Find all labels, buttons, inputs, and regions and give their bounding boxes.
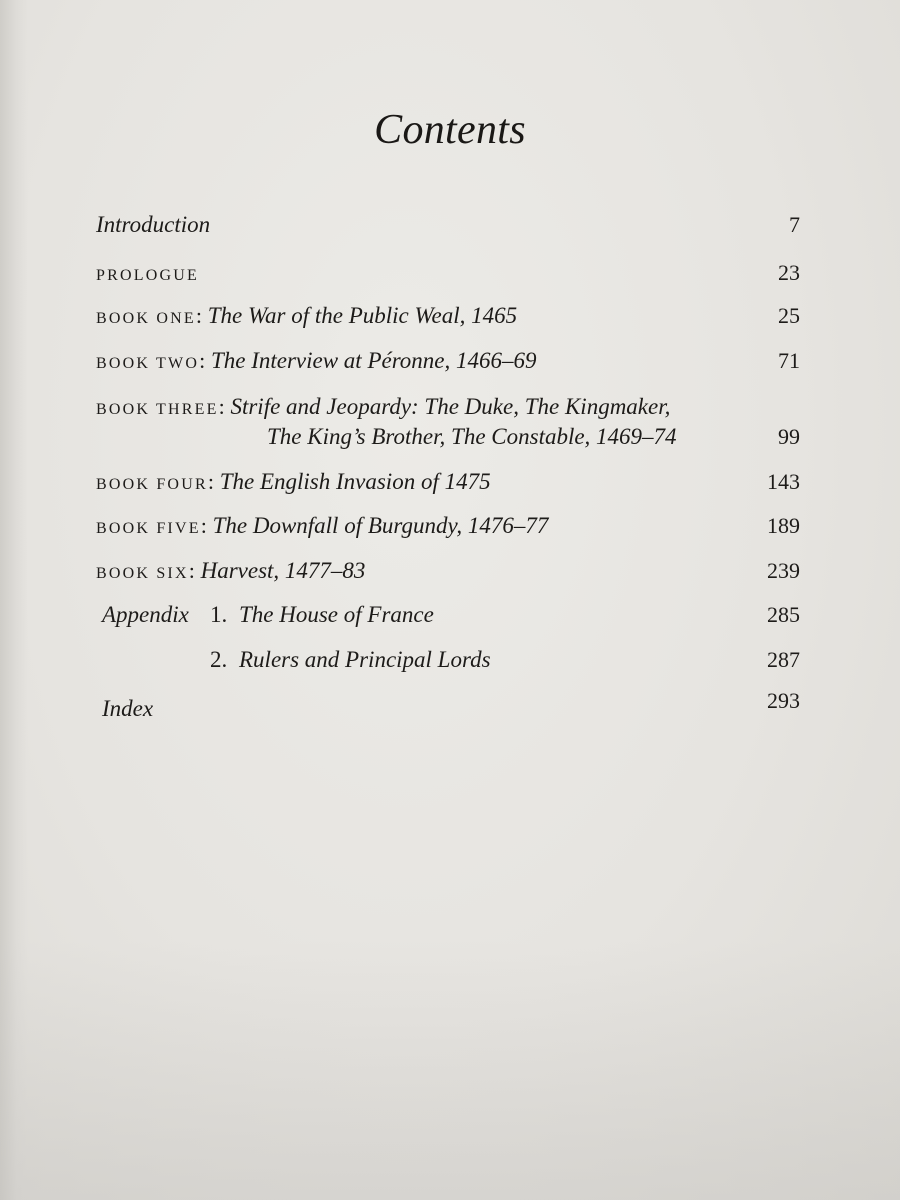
toc-entry-label: BOOK ONE	[96, 310, 196, 327]
toc-page-number: 71	[778, 348, 800, 373]
toc-entry-book-five	[96, 513, 800, 539]
toc-separator: :	[199, 348, 206, 373]
toc-separator: :	[195, 303, 202, 328]
toc-entry-title: The Downfall of Burgundy, 1476–77	[212, 513, 549, 538]
toc-entry-label: BOOK SIX	[96, 565, 189, 582]
toc-entry-index	[102, 688, 800, 722]
toc-entry-label: PROLOGUE	[96, 267, 199, 284]
toc-entry-book-six	[96, 558, 800, 584]
toc-page-number: 23	[778, 260, 800, 285]
toc-separator: :	[207, 469, 214, 494]
toc-entry-book-two	[96, 348, 800, 374]
toc-entry-title: Strife and Jeopardy: The Duke, The Kingmaker,	[230, 394, 671, 419]
toc-separator: :	[218, 394, 225, 419]
toc-page-number: 287	[767, 647, 800, 672]
toc-entry-book-four	[96, 469, 800, 495]
toc-entry-title: The English Invasion of 1475	[219, 469, 491, 494]
toc-page-number: 285	[767, 602, 800, 627]
toc-page-number: 7	[789, 212, 800, 237]
toc-page-number: 189	[767, 513, 800, 538]
toc-entry-title: The War of the Public Weal, 1465	[207, 303, 518, 328]
toc-entry-label: BOOK FIVE	[96, 520, 201, 537]
toc-entry-label: Appendix	[102, 602, 189, 627]
toc-entry-book-one	[96, 303, 800, 329]
toc-appendix-number: 2.	[210, 647, 228, 672]
toc-entry-title: Harvest, 1477–83	[200, 558, 366, 583]
toc-entry-label: Introduction	[96, 212, 211, 237]
toc-entry-title-continued: The King’s Brother, The Constable, 1469–74	[267, 424, 677, 449]
toc-entry-book-three	[96, 394, 800, 464]
toc-entry-prologue	[96, 260, 800, 286]
toc-entry-label: BOOK TWO	[96, 355, 200, 372]
toc-entry-title: The House of France	[239, 602, 434, 627]
toc-page-number: 239	[767, 558, 800, 583]
toc-entry-title: Rulers and Principal Lords	[239, 647, 491, 672]
toc-separator: :	[200, 513, 207, 538]
toc-page-number: 25	[778, 303, 800, 328]
toc-page-number: 99	[778, 424, 800, 449]
page-title: Contents	[374, 107, 526, 153]
toc-entry-label: BOOK THREE	[96, 401, 219, 418]
toc-entry-label: Index	[102, 696, 154, 721]
toc-page-number: 293	[767, 688, 800, 713]
toc-separator: :	[188, 558, 195, 583]
toc-page-number: 143	[767, 469, 800, 494]
toc-appendix-number: 1.	[210, 602, 228, 627]
page-shadow	[0, 940, 900, 1200]
toc-entry-appendix-1	[102, 602, 800, 628]
toc-entry-label: BOOK FOUR	[96, 476, 208, 493]
toc-entry-title: The Interview at Péronne, 1466–69	[210, 348, 537, 373]
toc-entry-introduction	[96, 212, 800, 238]
